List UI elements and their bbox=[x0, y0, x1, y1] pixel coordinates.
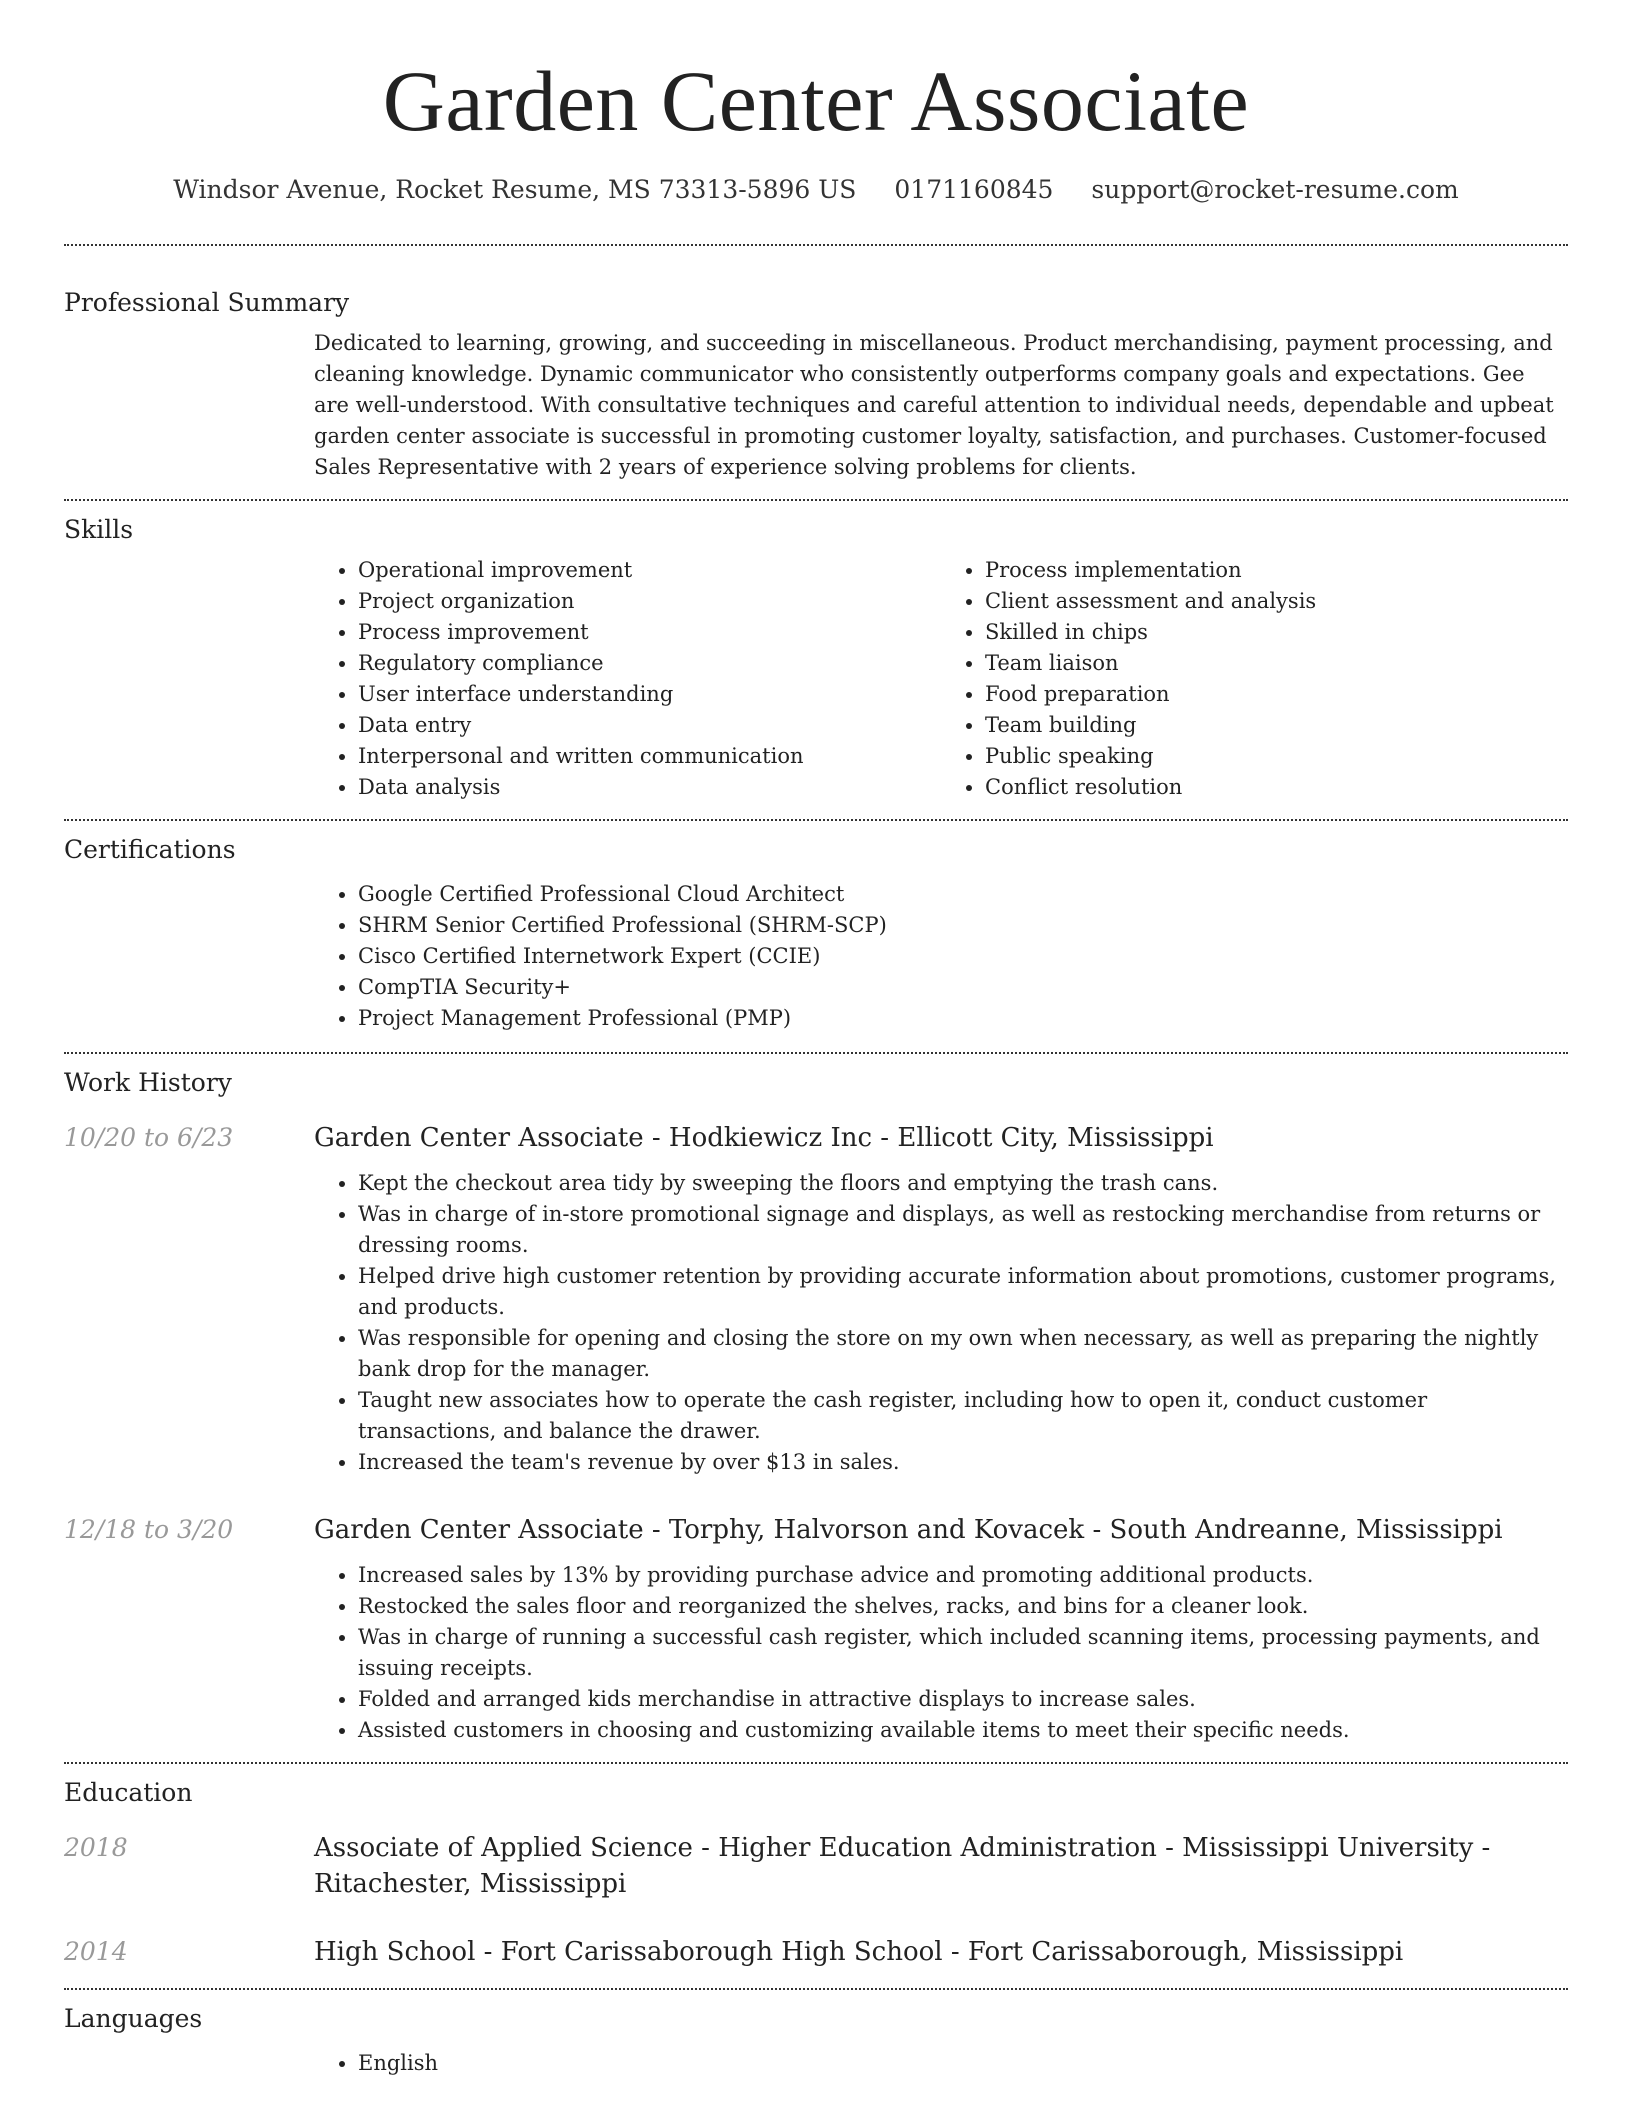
skills-list-left bbox=[314, 555, 941, 803]
education-school: - Fort Carissaborough High School - Fort Carissaborough, Mississippi bbox=[475, 1937, 1404, 1967]
certifications-section bbox=[64, 833, 1568, 1034]
job-bullets bbox=[314, 1168, 1568, 1478]
education-degree: High School bbox=[314, 1937, 476, 1967]
list-item: • Assisted customers in choosing and customizing available items to meet their specific needs. bbox=[358, 1715, 1568, 1746]
job-dates: 12/18 to 3/20 bbox=[64, 1515, 234, 1544]
list-item: • User interface understanding bbox=[358, 679, 941, 710]
education-school: - Mississippi University - Ritachester, Mississippi bbox=[314, 1833, 1491, 1899]
section-title-summary: Professional Summary bbox=[64, 288, 350, 317]
list-item: • Increased sales by 13% by providing purchase advice and promoting additional products. bbox=[358, 1560, 1568, 1591]
languages-body bbox=[314, 2048, 1568, 2079]
summary-section bbox=[64, 286, 1568, 483]
list-item: • Increased the team's revenue by over $13 in sales. bbox=[358, 1447, 1568, 1478]
resume-title: Garden Center Associate bbox=[382, 53, 1250, 149]
list-item: • English bbox=[358, 2048, 1568, 2079]
list-item: • Taught new associates how to operate the cash register, including how to open it, conduct customer transactions, and balance the drawer. bbox=[358, 1385, 1568, 1447]
divider bbox=[64, 244, 1568, 246]
list-item: • Process improvement bbox=[358, 617, 941, 648]
languages-list bbox=[314, 2048, 1568, 2079]
list-item: • Conflict resolution bbox=[985, 772, 1568, 803]
job-bullet-list bbox=[314, 1168, 1568, 1478]
section-title-work: Work History bbox=[64, 1068, 232, 1097]
list-item: • Skilled in chips bbox=[985, 617, 1568, 648]
education-year: 2018 bbox=[64, 1833, 128, 1862]
job-header bbox=[64, 1512, 1568, 1548]
job-heading: Garden Center Associate - Hodkiewicz Inc - Ellicott City, Mississippi bbox=[314, 1123, 1214, 1153]
education-year: 2014 bbox=[64, 1937, 128, 1966]
list-item: • Was in charge of in-store promotional signage and displays, as well as restocking merchandise from returns or dressing rooms. bbox=[358, 1199, 1568, 1261]
skills-list-right bbox=[941, 555, 1568, 803]
divider bbox=[64, 1052, 1568, 1054]
list-item: • Folded and arranged kids merchandise in attractive displays to increase sales. bbox=[358, 1684, 1568, 1715]
list-item: • CompTIA Security+ bbox=[358, 972, 1568, 1003]
list-item: • SHRM Senior Certified Professional (SHRM-SCP) bbox=[358, 910, 1568, 941]
list-item: • Helped drive high customer retention by providing accurate information about promotions, customer programs, and products. bbox=[358, 1261, 1568, 1323]
skills-section bbox=[64, 513, 1568, 803]
section-title-skills: Skills bbox=[64, 515, 134, 544]
summary-text: Dedicated to learning, growing, and succeeding in miscellaneous. Product merchandising, payment processing, and cleaning knowledge. Dynamic communicator who consistently outperforms company goals and expectations. Gee are well-understood. With consultative techniques and careful attention to individual needs, dependable and upbeat garden center associate is successful in promoting customer loyalty, satisfaction, and purchases. Customer-focused Sales Representative with 2 years of experience solving problems for clients. bbox=[314, 331, 1554, 479]
list-item: • Interpersonal and written communication bbox=[358, 741, 941, 772]
list-item: • Regulatory compliance bbox=[358, 648, 941, 679]
list-item: • Project Management Professional (PMP) bbox=[358, 1003, 1568, 1034]
list-item: • Data entry bbox=[358, 710, 941, 741]
list-item: • Public speaking bbox=[985, 741, 1568, 772]
list-item: • Restocked the sales floor and reorganized the shelves, racks, and bins for a cleaner look. bbox=[358, 1591, 1568, 1622]
divider bbox=[64, 1988, 1568, 1990]
list-item: • Cisco Certified Internetwork Expert (CCIE) bbox=[358, 941, 1568, 972]
list-item: • Was responsible for opening and closing the store on my own when necessary, as well as preparing the nightly bank drop for the manager. bbox=[358, 1323, 1568, 1385]
skills-columns bbox=[314, 555, 1568, 803]
job-header bbox=[64, 1120, 1568, 1156]
contact-email[interactable]: support@rocket-resume.com bbox=[1091, 175, 1459, 204]
job-dates: 10/20 to 6/23 bbox=[64, 1123, 234, 1152]
job-bullets bbox=[314, 1560, 1568, 1746]
education-heading bbox=[314, 1934, 1403, 1970]
list-item: • Operational improvement bbox=[358, 555, 941, 586]
divider bbox=[64, 819, 1568, 821]
list-item: • Client assessment and analysis bbox=[985, 586, 1568, 617]
section-title-certifications: Certifications bbox=[64, 835, 236, 864]
section-title-education: Education bbox=[64, 1778, 193, 1807]
education-degree: Associate of Applied Science - Higher Education Administration bbox=[314, 1833, 1157, 1863]
section-title-languages: Languages bbox=[64, 2004, 203, 2033]
list-item: • Team building bbox=[985, 710, 1568, 741]
list-item: • Team liaison bbox=[985, 648, 1568, 679]
job-bullet-list bbox=[314, 1560, 1568, 1746]
list-item: • Data analysis bbox=[358, 772, 941, 803]
certifications-body bbox=[314, 879, 1568, 1034]
job-entry bbox=[64, 1120, 1568, 1478]
certifications-list bbox=[314, 879, 1568, 1034]
list-item: • Was in charge of running a successful cash register, which included scanning items, processing payments, and issuing receipts. bbox=[358, 1622, 1568, 1684]
education-entry bbox=[64, 1934, 1568, 1970]
contact-address: Windsor Avenue, Rocket Resume, MS 73313-5896 US bbox=[173, 175, 857, 204]
list-item: • Process implementation bbox=[985, 555, 1568, 586]
education-section bbox=[64, 1776, 1568, 1970]
list-item: • Food preparation bbox=[985, 679, 1568, 710]
divider bbox=[64, 499, 1568, 501]
job-heading: Garden Center Associate - Torphy, Halvorson and Kovacek - South Andreanne, Mississippi bbox=[314, 1515, 1503, 1545]
list-item: • Project organization bbox=[358, 586, 941, 617]
education-heading bbox=[314, 1830, 1568, 1902]
languages-section bbox=[64, 2002, 1568, 2079]
job-entry bbox=[64, 1512, 1568, 1746]
divider bbox=[64, 1762, 1568, 1764]
contact-phone: 0171160845 bbox=[894, 175, 1054, 204]
list-item: • Kept the checkout area tidy by sweeping the floors and emptying the trash cans. bbox=[358, 1168, 1568, 1199]
education-entry bbox=[64, 1830, 1568, 1902]
work-section bbox=[64, 1066, 1568, 1746]
list-item: • Google Certified Professional Cloud Architect bbox=[358, 879, 1568, 910]
contact-line bbox=[64, 172, 1568, 208]
